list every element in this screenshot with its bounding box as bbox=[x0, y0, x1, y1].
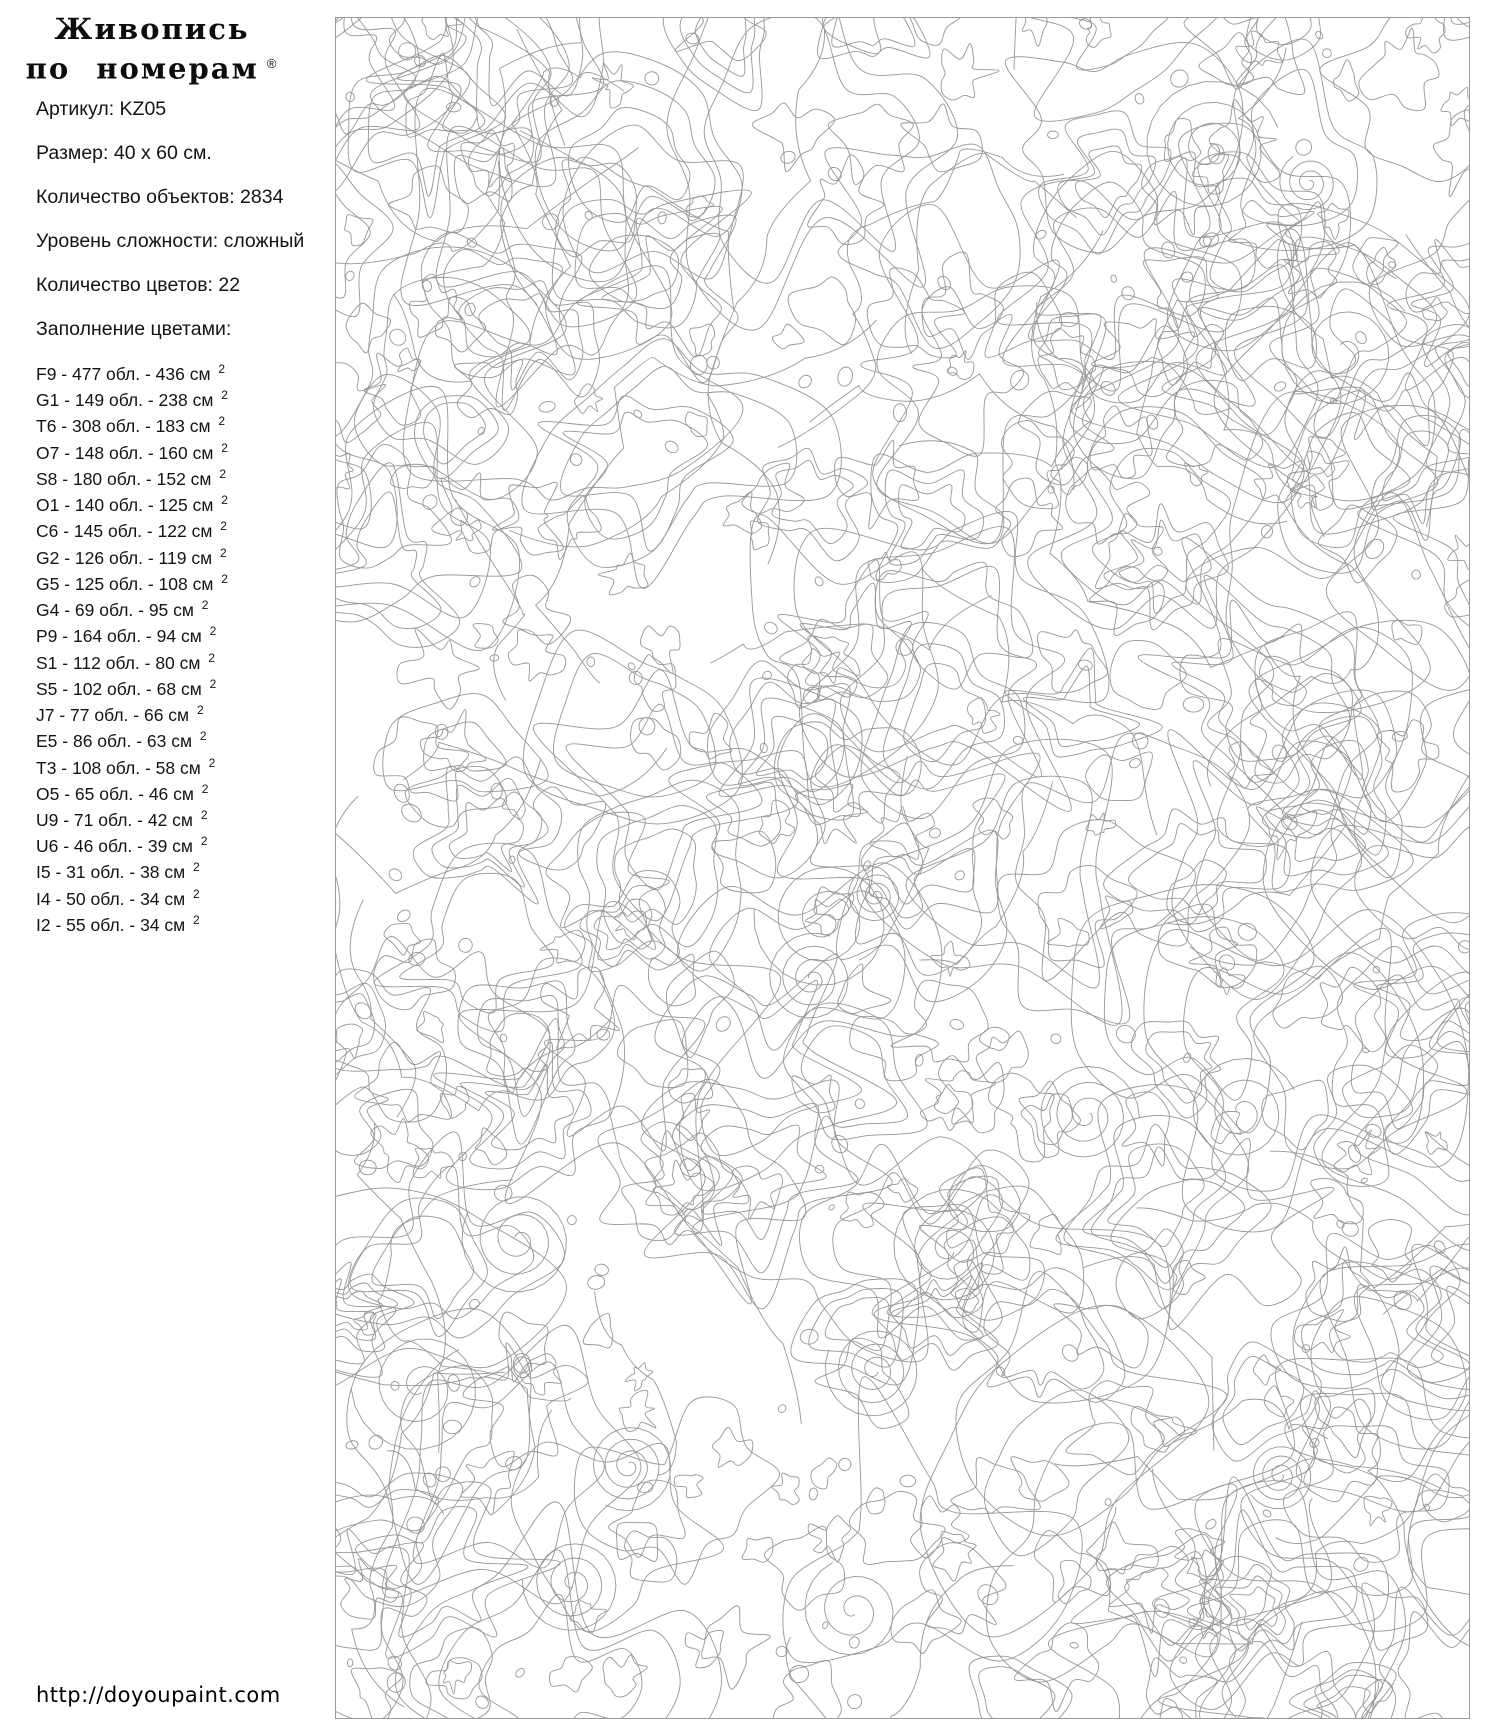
fill-row: G1 - 149 обл. - 238 см $^2$ bbox=[36, 388, 228, 411]
fill-row: I5 - 31 обл. - 38 см $^2$ bbox=[36, 860, 200, 883]
fill-row: O5 - 65 обл. - 46 см $^2$ bbox=[36, 781, 209, 804]
objects-line: Количество объектов: 2834 bbox=[36, 186, 284, 208]
difficulty-line: Уровень сложности: сложный bbox=[36, 230, 305, 252]
info-panel bbox=[0, 0, 335, 1736]
fill-row: I2 - 55 обл. - 34 см $^2$ bbox=[36, 912, 200, 935]
fill-row: F9 - 477 обл. - 436 см $^2$ bbox=[36, 362, 226, 384]
fill-row: C6 - 145 обл. - 122 см $^2$ bbox=[36, 519, 227, 542]
fill-row: T6 - 308 обл. - 183 см $^2$ bbox=[36, 414, 226, 437]
fill-row: U6 - 46 обл. - 39 см $^2$ bbox=[36, 834, 208, 857]
size-line: Размер: 40 x 60 см. bbox=[36, 142, 212, 164]
colors-count-line: Количество цветов: 22 bbox=[36, 274, 241, 296]
brand-logo-line1: Живопись bbox=[54, 12, 250, 46]
brand-logo-line2-text: по номерам bbox=[25, 51, 259, 86]
fill-row: S8 - 180 обл. - 152 см $^2$ bbox=[36, 466, 227, 489]
site-url-link[interactable]: http://doyoupaint.com bbox=[36, 1683, 281, 1707]
fill-row: O7 - 148 обл. - 160 см $^2$ bbox=[36, 440, 228, 463]
fill-row: E5 - 86 обл. - 63 см $^2$ bbox=[36, 729, 207, 752]
paint-by-numbers-line-art bbox=[336, 18, 1469, 1718]
article-line: Артикул: KZ05 bbox=[36, 98, 167, 120]
fill-row: T3 - 108 обл. - 58 см $^2$ bbox=[36, 755, 216, 778]
fill-row: O1 - 140 обл. - 125 см $^2$ bbox=[36, 493, 228, 515]
canvas-area bbox=[335, 17, 1470, 1719]
kit-details bbox=[36, 99, 304, 363]
fill-row: G4 - 69 обл. - 95 см $^2$ bbox=[36, 598, 209, 620]
fill-row: I4 - 50 обл. - 34 см $^2$ bbox=[36, 886, 200, 909]
fill-header: Заполнение цветами: bbox=[36, 318, 232, 340]
fill-row: G2 - 126 обл. - 119 см $^2$ bbox=[36, 545, 227, 568]
fill-row: S5 - 102 обл. - 68 см $^2$ bbox=[36, 676, 217, 699]
brand-logo-line2 bbox=[18, 46, 286, 87]
brand-logo bbox=[18, 12, 286, 87]
fill-list bbox=[36, 359, 228, 936]
registered-trademark-icon: ® bbox=[266, 56, 279, 71]
fill-row: G5 - 125 обл. - 108 см $^2$ bbox=[36, 571, 228, 594]
fill-row: P9 - 164 обл. - 94 см $^2$ bbox=[36, 624, 217, 647]
fill-row: J7 - 77 обл. - 66 см $^2$ bbox=[36, 703, 204, 725]
fill-row: U9 - 71 обл. - 42 см $^2$ bbox=[36, 807, 208, 830]
fill-row: S1 - 112 обл. - 80 см $^2$ bbox=[36, 650, 215, 673]
